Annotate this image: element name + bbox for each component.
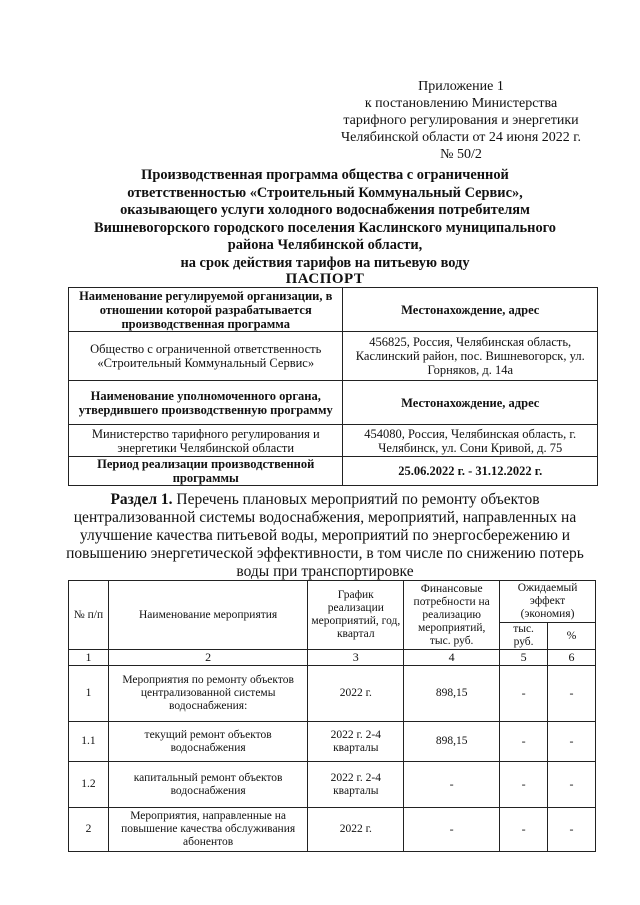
org-name: Общество с ограниченной ответственность «Строительный Коммунальный Сервис»: [69, 332, 343, 381]
appendix-line: Приложение 1: [418, 79, 504, 94]
table-row: [69, 762, 596, 808]
col-number: 3: [308, 650, 404, 666]
row-num: 2: [69, 808, 109, 852]
section-label: Раздел 1.: [110, 491, 173, 508]
appendix-block: [318, 78, 604, 163]
section-1-heading: [50, 491, 600, 581]
row-effect-pct: -: [548, 666, 596, 722]
row-finance: 898,15: [404, 722, 500, 762]
table-row: [69, 666, 596, 722]
document-title: [60, 167, 590, 272]
row-schedule: 2022 г.: [308, 808, 404, 852]
col-number: 5: [500, 650, 548, 666]
authority-location-header: Местонахождение, адрес: [343, 381, 598, 425]
row-name: капитальный ремонт объектов водоснабжения: [108, 762, 307, 808]
row-schedule: 2022 г. 2-4 кварталы: [308, 722, 404, 762]
row-name: Мероприятия по ремонту объектов централизованной системы водоснабжения:: [108, 666, 307, 722]
org-address: 456825, Россия, Челябинская область, Каслинский район, пос. Вишневогорск, ул. Горняков, д. 14а: [343, 332, 598, 381]
appendix-line: Челябинской области от 24 июня 2022 г.: [341, 130, 581, 145]
section-text: Перечень плановых мероприятий по ремонту объектов централизованной системы водоснабжения, мероприятий, направленных на улучшение качества питьевой воды, мероприятий по энергосбережению и повышению энергетической эффективности, в том числе по снижению потерь воды при транспортировке: [66, 491, 584, 580]
period-value: 25.06.2022 г. - 31.12.2022 г.: [343, 457, 598, 486]
title-line: оказывающего услуги холодного водоснабжения потребителям: [120, 202, 530, 218]
table-row: [69, 808, 596, 852]
passport-heading: ПАСПОРТ: [285, 271, 365, 287]
th-effect: Ожидаемый эффект (экономия): [500, 581, 596, 623]
th-schedule: График реализации мероприятий, год, квартал: [308, 581, 404, 650]
row-num: 1: [69, 666, 109, 722]
authority-name: Министерство тарифного регулирования и энергетики Челябинской области: [69, 425, 343, 457]
authority-address: 454080, Россия, Челябинская область, г. Челябинск, ул. Сони Кривой, д. 75: [343, 425, 598, 457]
appendix-line: № 50/2: [440, 147, 482, 162]
row-effect-rub: -: [500, 722, 548, 762]
row-finance: 898,15: [404, 666, 500, 722]
th-effect-rub: тыс. руб.: [500, 623, 548, 650]
col-number: 1: [69, 650, 109, 666]
row-effect-rub: -: [500, 808, 548, 852]
th-finance: Финансовые потребности на реализацию мероприятий, тыс. руб.: [404, 581, 500, 650]
passport-table: [68, 287, 598, 486]
row-effect-pct: -: [548, 722, 596, 762]
row-schedule: 2022 г.: [308, 666, 404, 722]
row-effect-rub: -: [500, 666, 548, 722]
row-finance: -: [404, 808, 500, 852]
title-line: Производственная программа общества с ограниченной: [141, 167, 509, 183]
th-effect-pct: %: [548, 623, 596, 650]
table-row: [69, 722, 596, 762]
appendix-line: тарифного регулирования и энергетики: [343, 113, 579, 128]
row-name: Мероприятия, направленные на повышение качества обслуживания абонентов: [108, 808, 307, 852]
col-number: 6: [548, 650, 596, 666]
title-line: района Челябинской области,: [227, 237, 423, 253]
row-finance: -: [404, 762, 500, 808]
title-line: Вишневогорского городского поселения Каслинского муниципального: [93, 219, 557, 236]
row-effect-pct: -: [548, 762, 596, 808]
row-schedule: 2022 г. 2-4 кварталы: [308, 762, 404, 808]
period-header: Период реализации производственной программы: [69, 457, 343, 486]
title-line: на срок действия тарифов на питьевую воду: [180, 254, 470, 271]
title-line: ответственностью «Строительный Коммунальный Сервис»,: [127, 184, 523, 201]
row-num: 1.1: [69, 722, 109, 762]
row-num: 1.2: [69, 762, 109, 808]
th-num: № п/п: [69, 581, 109, 650]
th-name: Наименование мероприятия: [108, 581, 307, 650]
row-effect-rub: -: [500, 762, 548, 808]
org-header: Наименование регулируемой организации, в отношении которой разрабатывается производственная программа: [69, 288, 343, 332]
measures-table: [68, 580, 596, 852]
row-effect-pct: -: [548, 808, 596, 852]
authority-header: Наименование уполномоченного органа, утвердившего производственную программу: [69, 381, 343, 425]
row-name: текущий ремонт объектов водоснабжения: [108, 722, 307, 762]
location-header: Местонахождение, адрес: [343, 288, 598, 332]
appendix-line: к постановлению Министерства: [364, 96, 558, 111]
col-number: 4: [404, 650, 500, 666]
col-number: 2: [108, 650, 307, 666]
